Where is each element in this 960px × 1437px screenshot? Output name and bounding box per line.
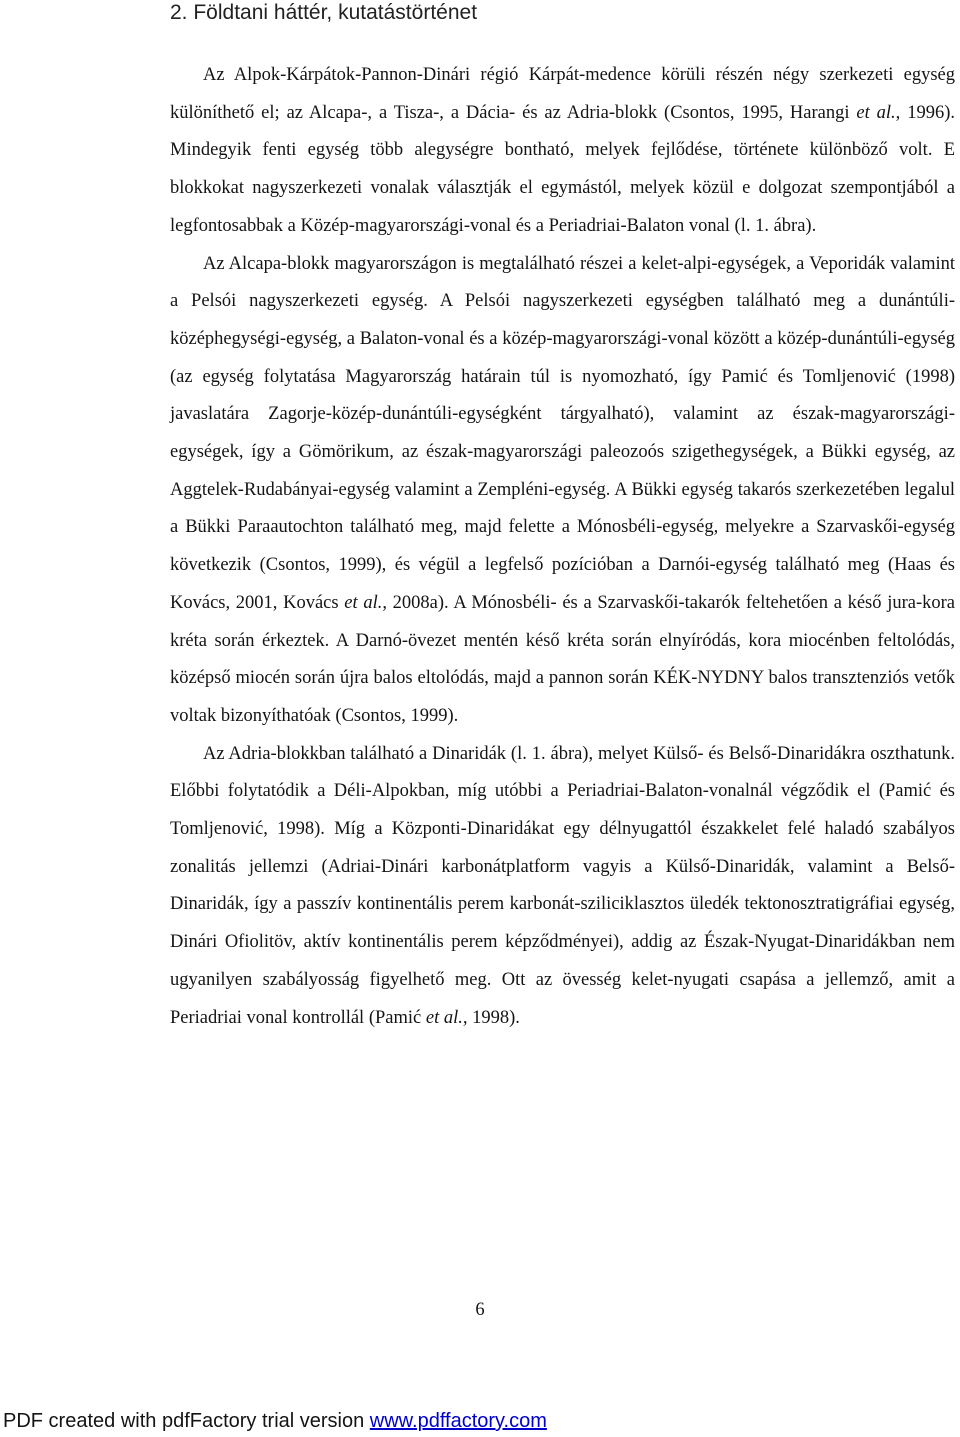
text-run: Az Adria-blokkban található a Dinaridák (l. 1. ábra), melyet Külső- és Belső-Dinaridákra oszthatunk. Előbbi folytatódik a Déli-Alpokban, míg utóbbi a Periadriai-Balaton-vonalnál végződik el (Pamić és Tomljenović, 1998). Míg a Központi-Dinaridákat egy délnyugattól északkelet felé haladó szabályos zonalitás jellemzi (Adriai-Dinári karbonátplatform vagyis a Külső-Dinaridák, valamint a Belső-Dinaridák, így a passzív kontinentális perem karbonát-sziliciklasztos üledék tektonosztratigráfiai egység, Dinári Ofiolitöv, aktív kontinentális perem képződményei), addig az Észak-Nyugat-Dinaridákban nem ugyanilyen szabályosság figyelhető meg. Ott az övesség kelet-nyugati csapása a jellemző, amit a Periadriai vonal kontrollál (Pamić [170,743,955,1028]
text-run: , 2008a). A Mónosbéli- és a Szarvaskői-takarók feltehetően a késő jura-kora kréta során érkeztek. A Darnó-övezet mentén késő kréta során elnyíródás, kora miocénben feltolódás, középső miocén során újra balos eltolódás, majd a pannon során KÉK-NYDNY balos transztenziós vetők voltak bizonyíthatóak (Csontos, 1999). [170,592,955,726]
body-text [170,57,955,1037]
text-run: , 1996). Mindegyik fenti egység több alegységre bontható, melyek fejlődése, története különböző volt. E blokkokat nagyszerkezeti vonalak választják el egymástól, melyek közül e dolgozat szempontjából a legfontosabbak a Közép-magyarországi-vonal és a Periadriai-Balaton vonal (l. 1. ábra). [170,102,955,236]
text-run-italic: et al. [344,592,383,613]
text-run-italic: et al. [856,102,896,123]
text-run: Az Alcapa-blokk magyarországon is megtalálható részei a kelet-alpi-egységek, a Veporidák valamint a Pelsói nagyszerkezeti egység. A Pelsói nagyszerkezeti egységben található meg a dunántúli-középhegységi-egység, a Balaton-vonal és a közép-magyarországi-vonal között a közép-dunántúli-egység (az egység folytatása Magyarország határain túl is nyomozható, így Pamić és Tomljenović (1998) javaslatára Zagorje-közép-dunántúli-egységként tárgyalható), valamint az észak-magyarországi-egységek, így a Gömörikum, az észak-magyarországi paleozoós szigethegységek, a Bükki egység, az Aggtelek-Rudabányai-egység valamint a Zempléni-egység. A Bükki egység takarós szerkezetében legalul a Bükki Paraautochton található meg, majd felette a Mónosbéli-egység, melyekre a Szarvaskői-egység következik (Csontos, 1999), és végül a legfelső pozícióban a Darnói-egység található meg (Haas és Kovács, 2001, Kovács [170,253,955,613]
footer-link[interactable]: www.pdffactory.com [369,1410,547,1432]
pdf-footer [3,1408,547,1434]
page-number: 6 [475,1300,485,1320]
text-run: Az Alpok-Kárpátok-Pannon-Dinári régió Kárpát-medence körüli részén négy szerkezeti egység különíthető el; az Alcapa-, a Tisza-, a Dácia- és az Adria-blokk (Csontos, 1995, Harangi [170,65,955,123]
paragraph [170,246,955,736]
footer-text: PDF created with pdfFactory trial version [3,1410,370,1432]
text-run: 1998). [467,1007,520,1028]
paragraph [170,57,955,246]
paragraph [170,736,955,1038]
section-heading: 2. Földtani háttér, kutatástörténet [170,1,478,24]
text-run-italic: et al., [425,1007,468,1028]
